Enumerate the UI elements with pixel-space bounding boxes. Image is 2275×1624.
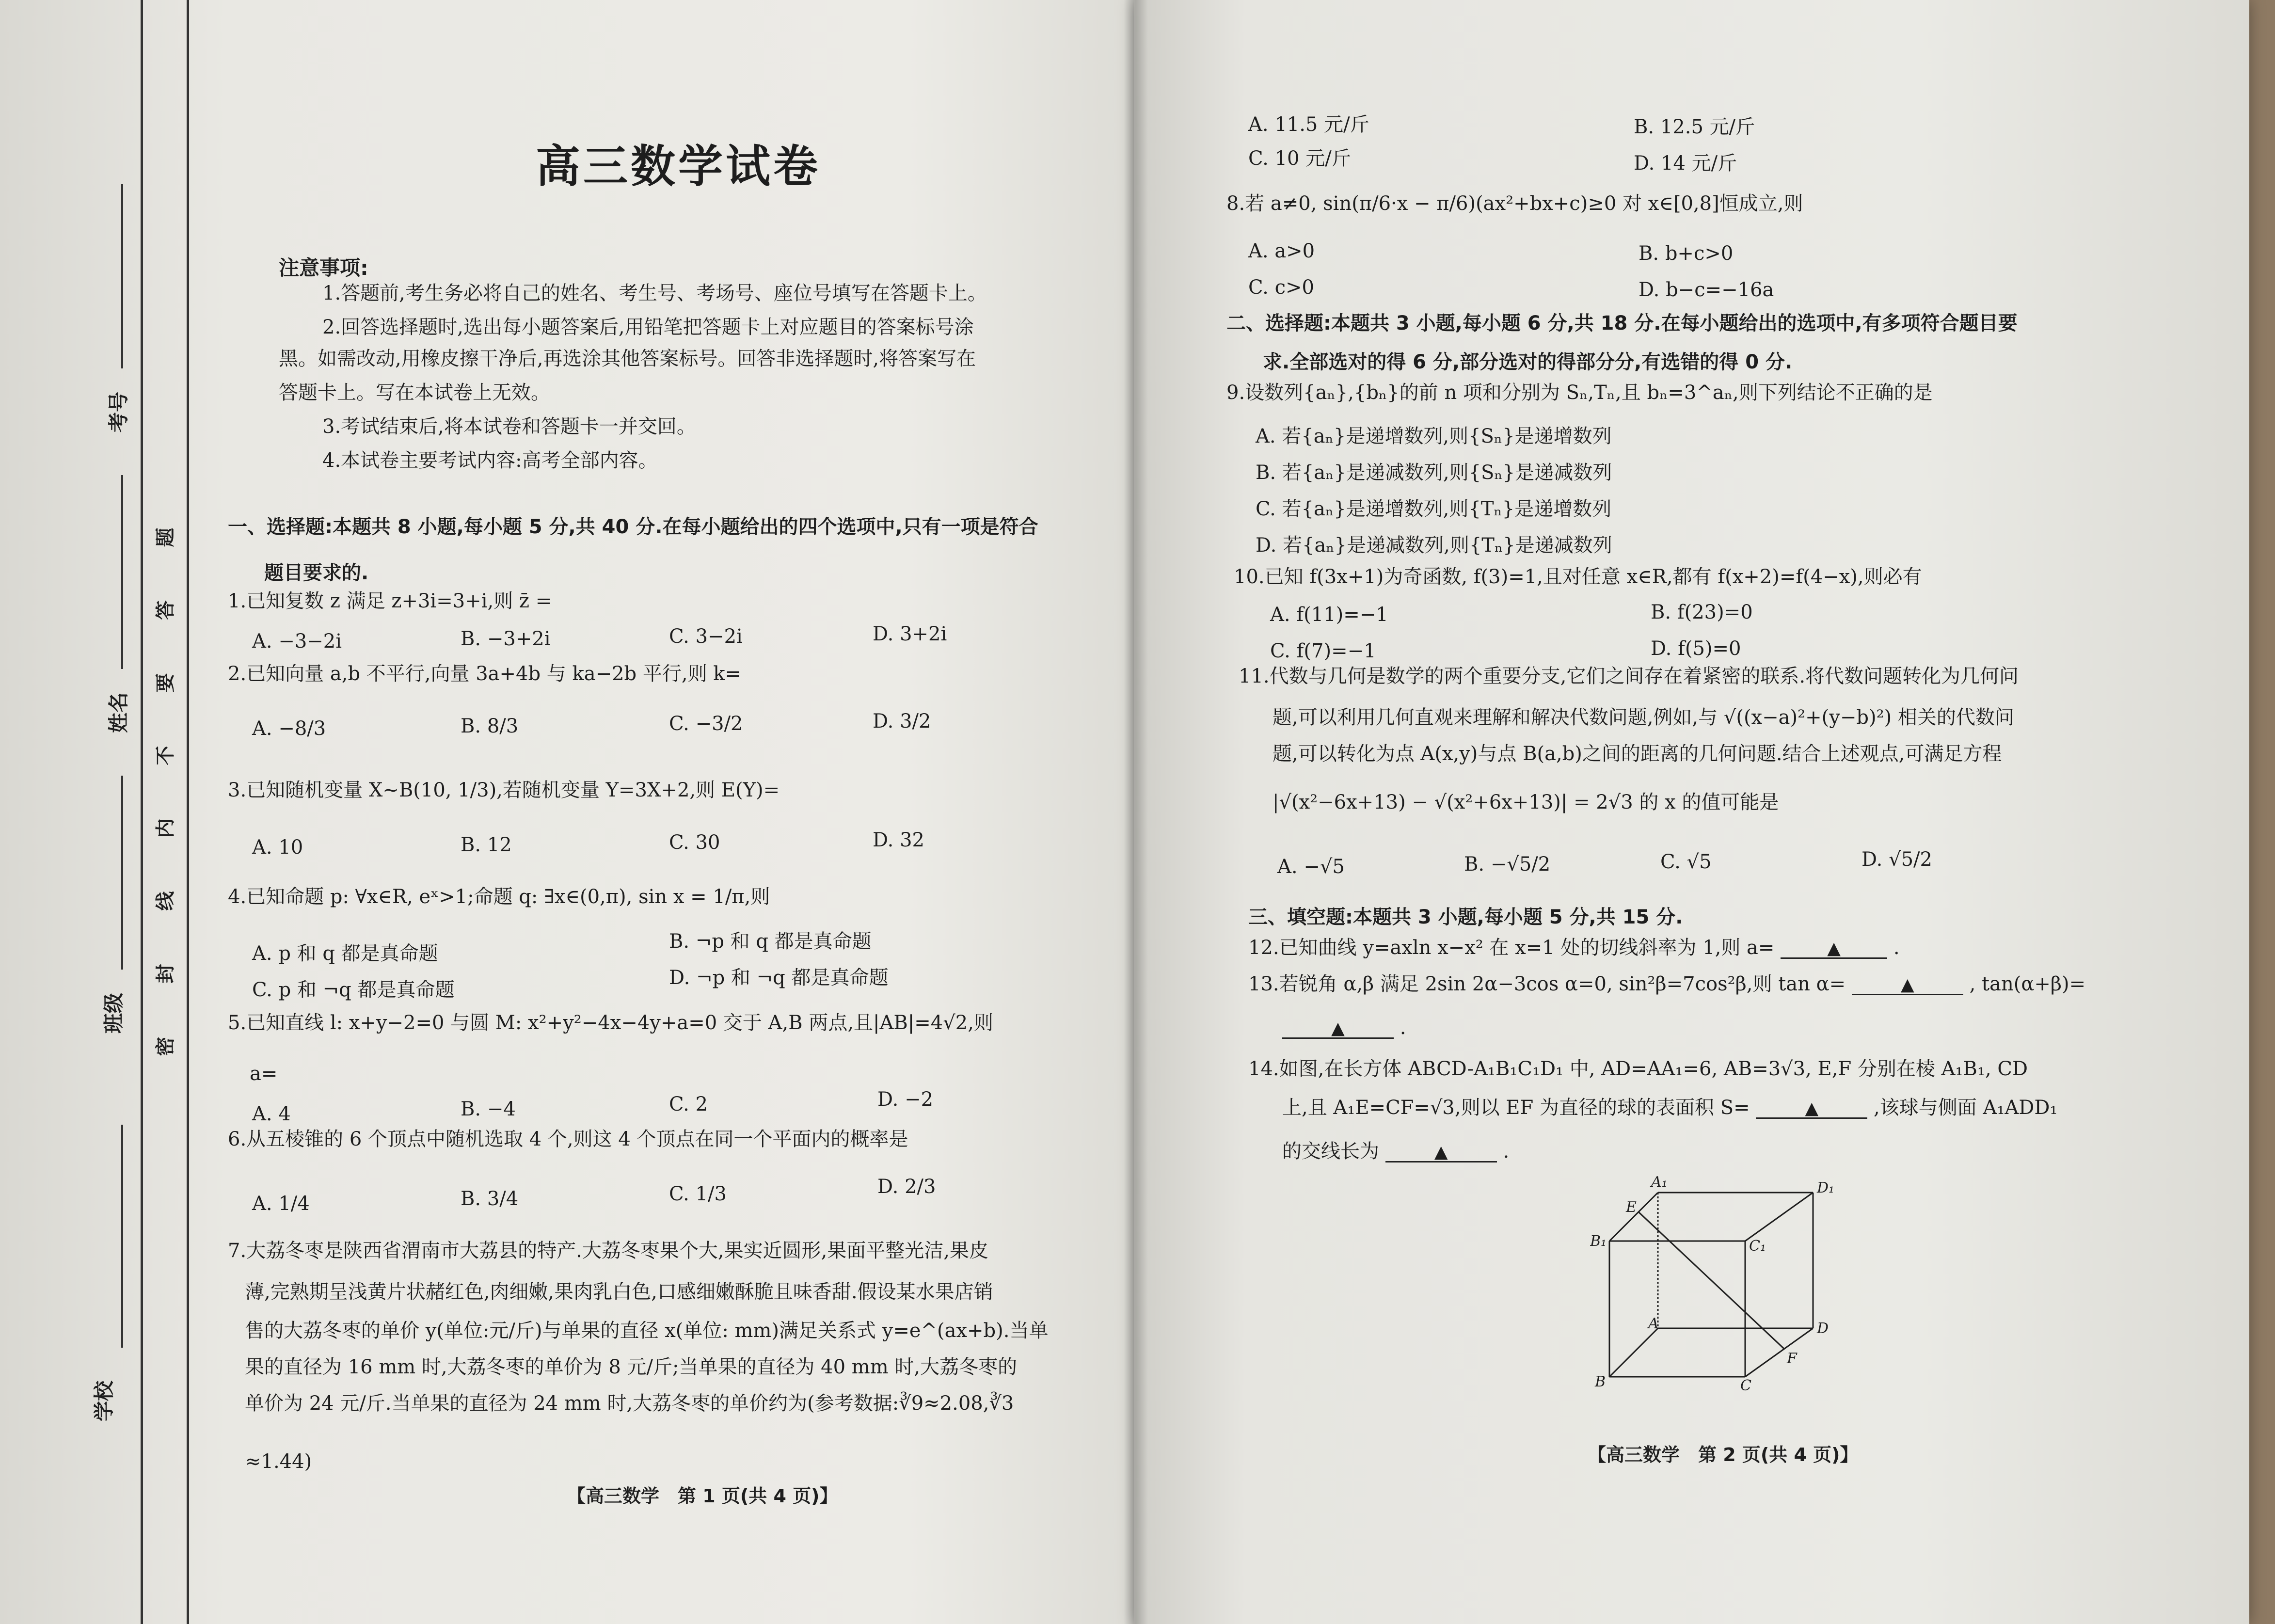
question-13-mid: , tan(α+β)= (1969, 973, 2086, 995)
notice-title: 注意事项: (279, 256, 368, 280)
question-2-option: B. 8/3 (461, 715, 519, 737)
question-13 (1248, 974, 2085, 995)
class-label: 班级 (102, 992, 126, 1034)
label-c1: C₁ (1749, 1238, 1766, 1255)
cuboid-diagram (1590, 1173, 1861, 1406)
edge-cd (1745, 1328, 1813, 1377)
question-7-option: D. 14 元/斤 (1634, 152, 1737, 175)
question-13-stem: 13.若锐角 α,β 满足 2sin 2α−3cos α=0, sin²β=7cos²β,则 tan α= (1248, 973, 1846, 995)
seal-char: 题 (154, 527, 177, 547)
school-underline (121, 1125, 123, 1348)
question-5-option: B. −4 (461, 1098, 516, 1120)
question-4-option: C. p 和 ¬q 都是真命题 (252, 979, 455, 1001)
question-9-option: C. 若{aₙ}是递增数列,则{Tₙ}是递增数列 (1256, 498, 1612, 520)
question-9-option: A. 若{aₙ}是递增数列,则{Sₙ}是递增数列 (1256, 425, 1612, 447)
exam-page-1 (0, 0, 1134, 1624)
name-label: 姓名 (107, 692, 131, 733)
section-1-heading: 一、选择题:本题共 8 小题,每小题 5 分,共 40 分.在每小题给出的四个选项中,只有一项是符合 (228, 516, 1038, 538)
question-6-option: B. 3/4 (461, 1188, 519, 1210)
exam-number-underline (121, 184, 123, 368)
section-2-heading-cont: 求.全部选对的得 6 分,部分选对的得部分分,有选错的得 0 分. (1263, 351, 1793, 373)
notice-line: 4.本试卷主要考试内容:高考全部内容。 (322, 449, 658, 472)
notice-line: 黑。如需改动,用橡皮擦干净后,再选涂其他答案标号。回答非选择题时,将答案写在 (279, 348, 976, 370)
label-b: B (1595, 1373, 1606, 1390)
notice-line: 2.回答选择题时,选出每小题答案后,用铅笔把答题卡上对应题目的答案标号涂 (322, 316, 974, 338)
exam-number-label: 考号 (107, 391, 131, 433)
question-13-cont (1282, 1018, 1406, 1039)
question-14-end: . (1503, 1140, 1510, 1162)
question-10-option: A. f(11)=−1 (1270, 604, 1388, 626)
seal-char: 内 (154, 818, 177, 838)
school-label: 学校 (92, 1380, 116, 1422)
seal-char: 密 (154, 1036, 177, 1056)
label-d: D (1817, 1320, 1829, 1337)
binding-line-inner (187, 0, 189, 1624)
question-6-option: C. 1/3 (669, 1183, 727, 1205)
page-title: 高三数学试卷 (536, 141, 821, 192)
question-2-option: C. −3/2 (669, 713, 743, 735)
question-9-option: D. 若{aₙ}是递减数列,则{Tₙ}是递减数列 (1256, 534, 1612, 557)
question-13-end: . (1400, 1017, 1406, 1039)
answer-blank[interactable]: ▲ (1385, 1144, 1497, 1162)
question-5-option: C. 2 (669, 1093, 708, 1115)
question-4-option: B. ¬p 和 q 都是真命题 (669, 930, 872, 953)
question-7-line: 薄,完熟期呈浅黄片状赭红色,肉细嫩,果肉乳白色,口感细嫩酥脆且味香甜.假设某水果店销 (245, 1281, 993, 1303)
question-5-stem-cont: a= (250, 1063, 278, 1085)
question-5-option: D. −2 (877, 1088, 934, 1111)
question-1-stem: 1.已知复数 z 满足 z+3i=3+i,则 z̄ = (228, 590, 552, 612)
question-2-option: A. −8/3 (252, 717, 326, 740)
question-3-option: B. 12 (461, 834, 512, 856)
edge-ab (1609, 1328, 1658, 1377)
question-10-option: C. f(7)=−1 (1270, 640, 1376, 662)
question-6-option: A. 1/4 (252, 1193, 310, 1215)
question-11-line: 题,可以利用几何直观来理解和解决代数问题,例如,与 √((x−a)²+(y−b)²) 相关的代数问 (1273, 706, 2014, 729)
class-underline (121, 776, 123, 970)
question-7-line: ≈1.44) (245, 1450, 312, 1473)
page-1-footer: 【高三数学 第 1 页(共 4 页)】 (567, 1485, 838, 1507)
label-d1: D₁ (1817, 1179, 1835, 1196)
seal-char: 答 (154, 600, 177, 620)
question-1-option: B. −3+2i (461, 628, 551, 650)
question-10-option: D. f(5)=0 (1651, 637, 1741, 660)
question-14-line-2 (1282, 1098, 2057, 1119)
question-10-option: B. f(23)=0 (1651, 601, 1753, 623)
question-1-option: A. −3−2i (252, 630, 342, 653)
question-8-option: D. b−c=−16a (1639, 279, 1774, 301)
label-c: C (1740, 1377, 1751, 1394)
question-3-option: C. 30 (669, 831, 720, 854)
question-11-option: D. √5/2 (1861, 848, 1932, 871)
question-8-option: A. a>0 (1248, 240, 1315, 262)
question-11-option: A. −√5 (1277, 856, 1345, 878)
seal-char: 线 (154, 891, 177, 911)
notice-line: 1.答题前,考生务必将自己的姓名、考生号、考场号、座位号填写在答题卡上。 (322, 282, 987, 304)
question-1-option: D. 3+2i (873, 623, 947, 645)
question-11-line: 题,可以转化为点 A(x,y)与点 B(a,b)之间的距离的几何问题.结合上述观点,可满足方程 (1273, 743, 2002, 765)
question-6-stem: 6.从五棱锥的 6 个顶点中随机选取 4 个,则这 4 个顶点在同一个平面内的概率是 (228, 1128, 908, 1150)
answer-blank[interactable]: ▲ (1781, 940, 1887, 959)
question-8-option: B. b+c>0 (1639, 242, 1734, 265)
section-2-heading: 二、选择题:本题共 3 小题,每小题 6 分,共 18 分.在每小题给出的选项中,有多项符合题目要 (1226, 312, 2018, 334)
question-14-line-3 (1282, 1142, 1509, 1162)
question-14-line: ,该球与侧面 A₁ADD₁ (1874, 1097, 2058, 1119)
question-7-option: A. 11.5 元/斤 (1248, 113, 1369, 136)
question-12-end: . (1893, 937, 1900, 959)
notice-line: 答题卡上。写在本试卷上无效。 (279, 382, 550, 404)
label-f: F (1787, 1350, 1797, 1367)
page-fold (1124, 0, 1148, 1624)
question-6-option: D. 2/3 (877, 1176, 936, 1198)
label-e: E (1626, 1199, 1637, 1216)
section-1-heading-cont: 题目要求的. (264, 562, 369, 584)
answer-blank[interactable]: ▲ (1756, 1100, 1867, 1119)
cuboid-figure (1590, 1173, 1861, 1406)
question-4-option: D. ¬p 和 ¬q 都是真命题 (669, 967, 889, 989)
question-8-option: C. c>0 (1248, 276, 1314, 299)
question-7-line: 果的直径为 16 mm 时,大荔冬枣的单价为 8 元/斤;当单果的直径为 40 mm 时,大荔冬枣的 (245, 1356, 1018, 1378)
binding-line-outer (141, 0, 143, 1624)
question-1-option: C. 3−2i (669, 625, 743, 648)
question-2-stem: 2.已知向量 a,b 不平行,向量 3a+4b 与 ka−2b 平行,则 k= (228, 663, 742, 685)
question-14-line: 上,且 A₁E=CF=√3,则以 EF 为直径的球的表面积 S= (1282, 1097, 1750, 1119)
question-7-option: B. 12.5 元/斤 (1634, 116, 1755, 138)
notice-line: 3.考试结束后,将本试卷和答题卡一并交回。 (322, 415, 696, 438)
label-a1: A₁ (1651, 1174, 1668, 1191)
answer-blank[interactable]: ▲ (1852, 976, 1963, 995)
seal-char: 封 (154, 964, 177, 984)
label-a: A (1648, 1315, 1659, 1332)
question-7-line: 单价为 24 元/斤.当单果的直径为 24 mm 时,大荔冬枣的单价约为(参考数据:∛9≈2.08,∛3 (245, 1392, 1014, 1415)
question-4-option: A. p 和 q 都是真命题 (252, 942, 438, 965)
question-5-option: A. 4 (252, 1103, 291, 1125)
question-14-line: 14.如图,在长方体 ABCD-A₁B₁C₁D₁ 中, AD=AA₁=6, AB=3√3, E,F 分别在棱 A₁B₁, CD (1248, 1058, 2028, 1080)
question-7-option: C. 10 元/斤 (1248, 147, 1351, 170)
question-2-option: D. 3/2 (873, 710, 931, 732)
page-2-footer: 【高三数学 第 2 页(共 4 页)】 (1588, 1444, 1859, 1465)
question-7-line: 售的大荔冬枣的单价 y(单位:元/斤)与单果的直径 x(单位: mm)满足关系式 y=e^(ax+b).当单 (245, 1320, 1049, 1342)
name-underline (121, 475, 123, 669)
edge-c1d1 (1745, 1193, 1813, 1241)
question-9-option: B. 若{aₙ}是递减数列,则{Sₙ}是递减数列 (1256, 462, 1612, 484)
question-14-line: 的交线长为 (1282, 1140, 1379, 1162)
question-8-stem: 8.若 a≠0, sin(π/6·x − π/6)(ax²+bx+c)≥0 对 x∈[0,8]恒成立,则 (1226, 192, 1803, 215)
question-11-option: C. √5 (1660, 851, 1712, 873)
question-3-option: D. 32 (873, 829, 924, 851)
question-4-stem: 4.已知命题 p: ∀x∈R, eˣ>1;命题 q: ∃x∈(0,π), sin x = 1/π,则 (228, 886, 770, 908)
label-b1: B₁ (1590, 1233, 1607, 1250)
seal-char: 不 (154, 746, 177, 765)
section-3-heading: 三、填空题:本题共 3 小题,每小题 5 分,共 15 分. (1248, 906, 1683, 928)
question-3-option: A. 10 (252, 836, 303, 859)
question-11-line: |√(x²−6x+13) − √(x²+6x+13)| = 2√3 的 x 的值可能是 (1273, 791, 1779, 813)
seal-char: 要 (154, 673, 177, 693)
question-3-stem: 3.已知随机变量 X~B(10, 1/3),若随机变量 Y=3X+2,则 E(Y)= (228, 779, 780, 801)
question-5-stem: 5.已知直线 l: x+y−2=0 与圆 M: x²+y²−4x−4y+a=0 交于 A,B 两点,且|AB|=4√2,则 (228, 1012, 993, 1034)
question-9-stem: 9.设数列{aₙ},{bₙ}的前 n 项和分别为 Sₙ,Tₙ,且 bₙ=3^aₙ,则下列结论不正确的是 (1226, 382, 1933, 404)
question-11-option: B. −√5/2 (1464, 853, 1551, 876)
question-11-line: 11.代数与几何是数学的两个重要分支,它们之间存在着紧密的联系.将代数问题转化为几何问 (1239, 665, 2019, 687)
question-12 (1248, 938, 1900, 959)
answer-blank[interactable]: ▲ (1282, 1020, 1394, 1039)
question-12-stem: 12.已知曲线 y=axln x−x² 在 x=1 处的切线斜率为 1,则 a= (1248, 937, 1775, 959)
question-7-line: 7.大荔冬枣是陕西省渭南市大荔县的特产.大荔冬枣果个大,果实近圆形,果面平整光洁,果皮 (228, 1240, 989, 1262)
question-10-stem: 10.已知 f(3x+1)为奇函数, f(3)=1,且对任意 x∈R,都有 f(x+2)=f(4−x),则必有 (1234, 566, 1922, 588)
